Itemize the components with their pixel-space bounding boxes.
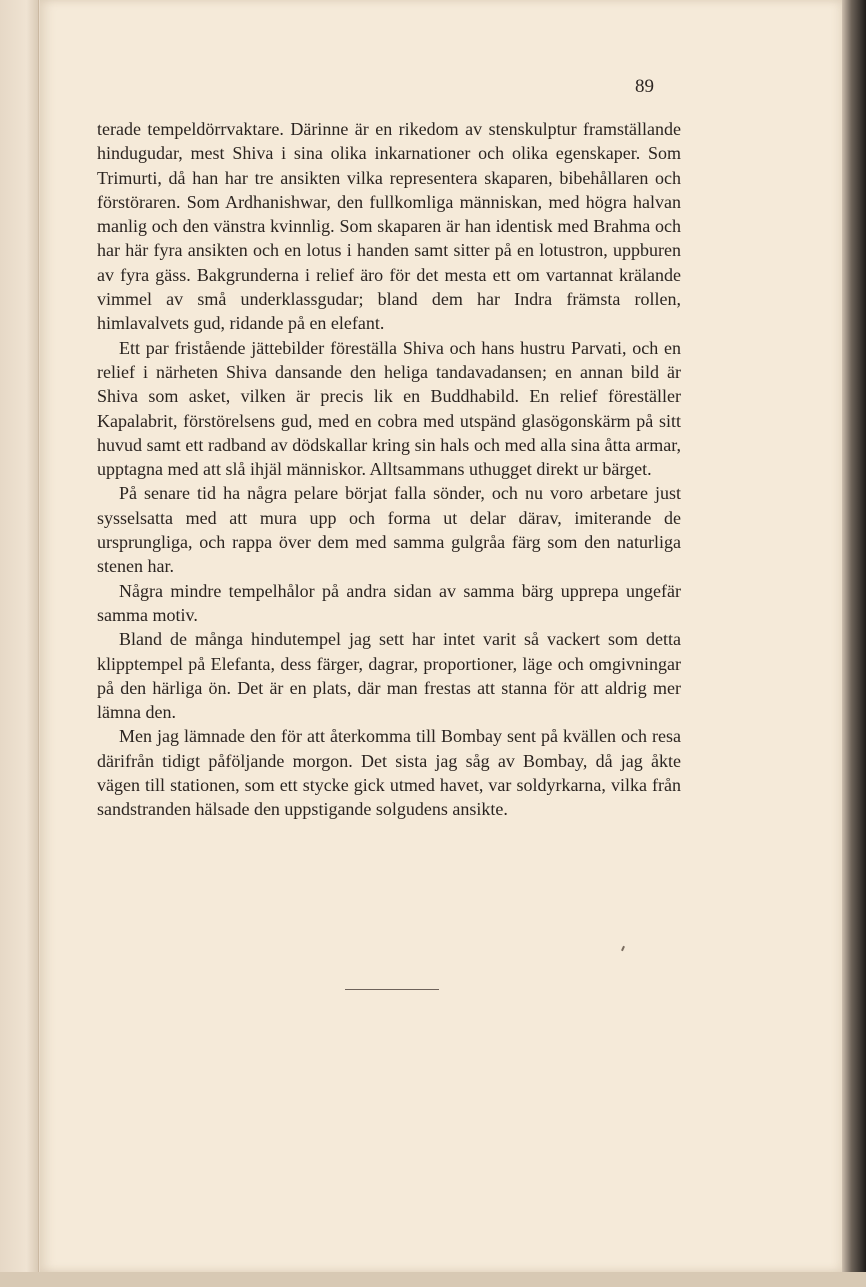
paragraph-6: Men jag lämnade den för att återkomma till Bombay sent på kvällen och resa därifrån tidigt påföljande morgon. Det sista jag såg av Bombay, då jag åkte vägen till stationen, som ett stycke gick utmed havet, var soldyrkarna, vilka från sandstranden hälsade den uppstigande solgudens ansikte. xyxy=(97,726,681,820)
page-number: 89 xyxy=(635,76,654,97)
section-end-rule xyxy=(345,989,439,990)
paragraph-4: Några mindre tempelhålor på andra sidan av samma bärg upprepa ungefär samma motiv. xyxy=(97,580,681,625)
paragraph-2: Ett par fristående jättebilder föreställa Shiva och hans hustru Parvati, och en relief i närheten Shiva dansande den heliga tandavadansen; en annan bild är Shiva som asket, vilken är precis lik en Buddhabild. En relief föreställer Kapalabrit, förstörelsens gud, med en cobra med utspänd glasögonskärm på sitt huvud samt ett radband av dödskallar kring sin hals och med alla sina åtta armar, upptagna med att slå ihjäl människor. Alltsammans uthugget direkt ur bärget. xyxy=(97,337,681,480)
paragraph-3: På senare tid ha några pelare börjat falla sönder, och nu voro arbetare just sysselsatta med att mura upp och forma ut delar därav, imiterande de ursprungliga, och rappa över dem med samma gulgråa färg som den naturliga stenen har. xyxy=(97,483,681,577)
page-bottom-edge xyxy=(0,1272,866,1287)
paragraph-1: terade tempeldörrvaktare. Därinne är en rikedom av stenskulptur framställande hindugudar, mest Shiva i sina olika inkarnationer och olika egenskaper. Som Trimurti, då han har tre ansikten vilka representera skaparen, bibehållaren och förstöraren. Som Ardhanishwar, den fullkomliga människan, med högra halvan manlig och den vänstra kvinnlig. Som skaparen är han identisk med Brahma och har här fyra ansikten och en lotus i handen samt sitter på en lotustron, uppburen av fyra gäss. Bakgrunderna i relief äro för det mesta ett om vartannat krälande vimmel av små underklassgudar; bland dem har Indra främsta rollen, himlavalvets gud, ridande på en elefant. xyxy=(97,119,681,334)
previous-page-edge xyxy=(0,0,39,1287)
book-spine-shadow xyxy=(842,0,866,1287)
body-text xyxy=(97,117,681,822)
paragraph-5: Bland de många hindutempel jag sett har intet varit så vackert som detta klipptempel på Elefanta, dess färger, dagrar, proportioner, läge och omgivningar på den härliga ön. Det är en plats, där man frestas att stanna för att aldrig mer lämna den. xyxy=(97,629,681,723)
